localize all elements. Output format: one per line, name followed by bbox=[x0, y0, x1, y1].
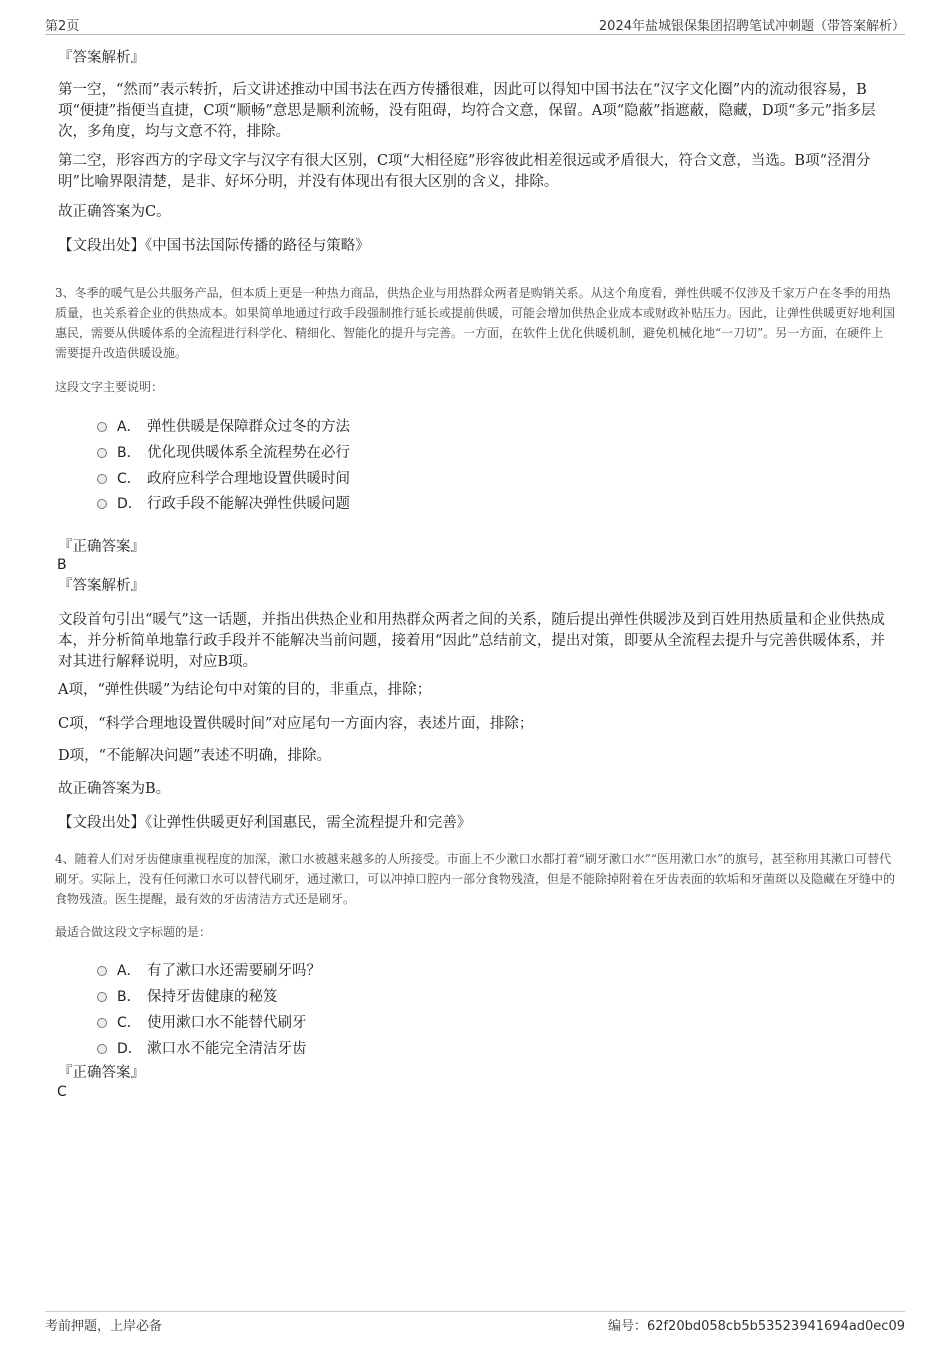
analysis-paragraph: D项，“不能解决问题”表述不明确，排除。 bbox=[58, 748, 331, 764]
analysis-paragraph: C项，“科学合理地设置供暖时间”对应尾句一方面内容，表述片面，排除； bbox=[58, 716, 534, 732]
option-a[interactable]: A． 有了漱口水还需要刷牙吗？ bbox=[97, 959, 321, 980]
analysis-label: 『答案解析』 bbox=[58, 578, 145, 594]
option-b[interactable]: B． 优化现供暖体系全流程势在必行 bbox=[97, 441, 350, 462]
correct-answer: C bbox=[57, 1084, 67, 1100]
correct-answer-label: 『正确答案』 bbox=[58, 539, 145, 555]
question-prompt: 最适合做这段文字标题的是： bbox=[55, 925, 212, 939]
source-citation: 【文段出处】《让弹性供暖更好利国惠民，需全流程提升和完善》 bbox=[58, 815, 472, 831]
option-d[interactable]: D． 漱口水不能完全清洁牙齿 bbox=[97, 1037, 307, 1058]
document-title: 2024年盐城银保集团招聘笔试冲刺题（带答案解析） bbox=[598, 19, 905, 34]
option-c[interactable]: C． 使用漱口水不能替代刷牙 bbox=[97, 1011, 307, 1032]
question-stem: 3、冬季的暖气是公共服务产品，但本质上更是一种热力商品，供热企业与用热群众两者是购销关系。从这个角度看，弹性供暖不仅涉及千家万户在冬季的用热质量，也关系着企业的供热成本。如果简单地通过行政手段强制推行延长或提前供暖，可能会增加供热企业成本或财政补贴压力。因此，让弹性供暖更好地利国惠民，需要从供暖体系的全流程进行科学化、精细化、智能化的提升与完善。一方面，在软件上优化供暖机制，避免机械化地“一刀切”。另一方面，在硬件上需要提升改造供暖设施。 bbox=[55, 286, 896, 360]
correct-answer: B bbox=[57, 557, 67, 573]
answer-conclusion: 故正确答案为B。 bbox=[58, 781, 171, 797]
page-header bbox=[45, 14, 905, 35]
option-a[interactable]: A． 弹性供暖是保障群众过冬的方法 bbox=[97, 415, 350, 436]
option-c[interactable]: C． 政府应科学合理地设置供暖时间 bbox=[97, 467, 350, 488]
source-citation: 【文段出处】《中国书法国际传播的路径与策略》 bbox=[58, 238, 370, 254]
page-number: 第2页 bbox=[45, 19, 80, 34]
option-b[interactable]: B． 保持牙齿健康的秘笈 bbox=[97, 985, 278, 1006]
radio-button[interactable] bbox=[97, 474, 107, 484]
analysis-paragraph: A项，“弹性供暖”为结论句中对策的目的，非重点，排除； bbox=[58, 682, 432, 698]
radio-button[interactable] bbox=[97, 499, 107, 509]
analysis-paragraph: 第一空，“然而”表示转折，后文讲述推动中国书法在西方传播很难，因此可以得知中国书法在“汉字文化圈”内的流动很容易，B项“便捷”指便当直捷，C项“顺畅”意思是顺利流畅，没有阻碍，均符合文意，保留。A项“隐蔽”指遮蔽，隐藏，D项“多元”指多层次，多角度，均与文意不符，排除。 bbox=[58, 82, 876, 140]
radio-button[interactable] bbox=[97, 1044, 107, 1054]
analysis-paragraph: 第二空，形容西方的字母文字与汉字有很大区别，C项“大相径庭”形容彼此相差很远或矛盾很大，符合文意，当选。B项“泾渭分明”比喻界限清楚，是非、好坏分明，并没有体现出有很大区别的含义，排除。 bbox=[58, 153, 871, 190]
radio-button[interactable] bbox=[97, 992, 107, 1002]
question-stem: 4、随着人们对牙齿健康重视程度的加深，漱口水被越来越多的人所接受。市面上不少漱口水都打着“刷牙漱口水”“医用漱口水”的旗号，甚至称用其漱口可替代刷牙。实际上，没有任何漱口水可以替代刷牙，通过漱口，可以冲掉口腔内一部分食物残渣，但是不能除掉附着在牙齿表面的软垢和牙菌斑以及隐藏在牙缝中的食物残渣。医生提醒，最有效的牙齿清洁方式还是刷牙。 bbox=[55, 852, 896, 906]
option-d[interactable]: D． 行政手段不能解决弹性供暖问题 bbox=[97, 492, 350, 513]
footer-slogan: 考前押题，上岸必备 bbox=[45, 1319, 163, 1334]
correct-answer-label: 『正确答案』 bbox=[58, 1065, 145, 1081]
radio-button[interactable] bbox=[97, 448, 107, 458]
radio-button[interactable] bbox=[97, 966, 107, 976]
question-prompt: 这段文字主要说明： bbox=[55, 380, 164, 394]
analysis-paragraph: 文段首句引出“暖气”这一话题，并指出供热企业和用热群众两者之间的关系，随后提出弹性供暖涉及到百姓用热质量和企业供热成本，并分析简单地靠行政手段并不能解决当前问题，接着用“因此”总结前文，提出对策，即要从全流程去提升与完善供暖体系，并对其进行解释说明，对应B项。 bbox=[58, 612, 885, 670]
answer-conclusion: 故正确答案为C。 bbox=[58, 204, 171, 220]
radio-button[interactable] bbox=[97, 1018, 107, 1028]
analysis-label: 『答案解析』 bbox=[58, 50, 145, 66]
document-id: 编号：62f20bd058cb5b53523941694ad0ec09 bbox=[607, 1319, 905, 1334]
radio-button[interactable] bbox=[97, 422, 107, 432]
page-footer bbox=[45, 1311, 905, 1336]
